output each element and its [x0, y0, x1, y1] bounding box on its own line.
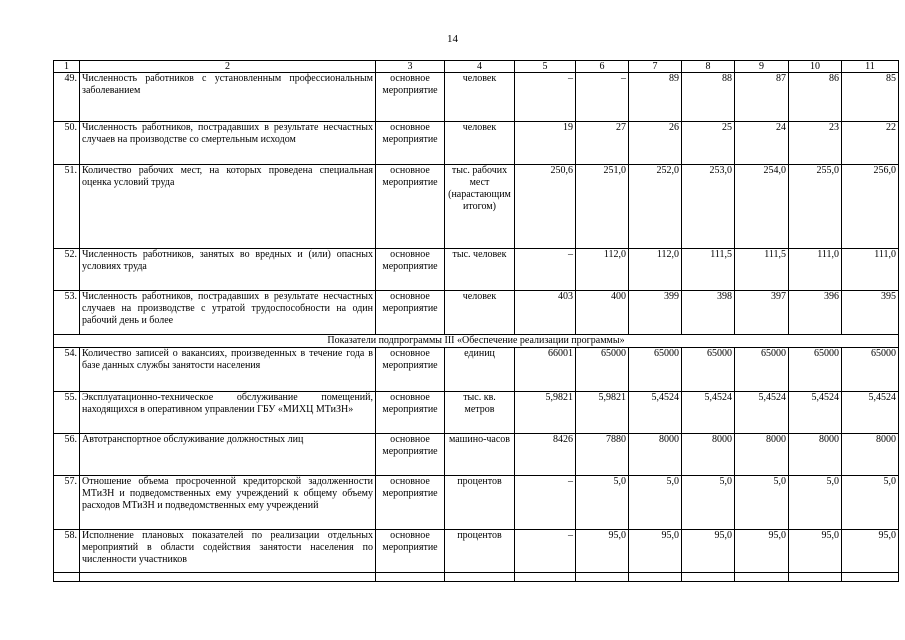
indicator-value: 88 — [682, 73, 735, 122]
unit-of-measure: процентов — [445, 530, 515, 582]
unit-of-measure: тыс. кв. метров — [445, 392, 515, 434]
indicator-value: 254,0 — [735, 165, 789, 249]
indicator-value: 5,4524 — [789, 392, 842, 434]
indicator-value: 5,0 — [576, 476, 629, 530]
indicator-name: Численность работников, пострадавших в результате несчастных случаев на производстве с утратой трудоспособности на один рабочий день и более — [80, 291, 376, 335]
row-number: 53. — [54, 291, 80, 335]
indicator-value: 95,0 — [735, 530, 789, 582]
indicator-value: 5,0 — [682, 476, 735, 530]
indicator-value: 23 — [789, 122, 842, 165]
column-number-header: 2 — [80, 61, 376, 73]
column-number-header: 6 — [576, 61, 629, 73]
indicator-name: Численность работников с установленным профессиональным заболеванием — [80, 73, 376, 122]
measure-type: основное мероприятие — [376, 476, 445, 530]
indicator-value: – — [515, 249, 576, 291]
indicator-value: 397 — [735, 291, 789, 335]
indicator-value: 112,0 — [629, 249, 682, 291]
column-number-header: 3 — [376, 61, 445, 73]
indicator-value: 95,0 — [576, 530, 629, 582]
unit-of-measure: процентов — [445, 476, 515, 530]
indicator-value: 111,0 — [842, 249, 899, 291]
indicator-value: 5,0 — [735, 476, 789, 530]
indicator-value: 5,4524 — [842, 392, 899, 434]
indicator-value: 5,4524 — [629, 392, 682, 434]
indicator-value: 65000 — [842, 348, 899, 392]
unit-of-measure: тыс. рабочих мест (нарастающим итогом) — [445, 165, 515, 249]
indicator-value: 95,0 — [682, 530, 735, 582]
indicator-value: – — [515, 530, 576, 582]
indicator-value: 8000 — [629, 434, 682, 476]
indicator-value: 87 — [735, 73, 789, 122]
indicator-value: 400 — [576, 291, 629, 335]
indicator-name: Автотранспортное обслуживание должностных лиц — [80, 434, 376, 476]
indicator-value: 95,0 — [842, 530, 899, 582]
indicator-value: 403 — [515, 291, 576, 335]
unit-of-measure: машино-часов — [445, 434, 515, 476]
indicator-value: 111,0 — [789, 249, 842, 291]
indicators-table — [53, 60, 899, 582]
indicator-name: Количество записей о вакансиях, произведенных в течение года в базе данных службы занятости населения — [80, 348, 376, 392]
indicator-value: 255,0 — [789, 165, 842, 249]
column-number-header: 9 — [735, 61, 789, 73]
row-number: 56. — [54, 434, 80, 476]
measure-type: основное мероприятие — [376, 249, 445, 291]
indicator-value: 251,0 — [576, 165, 629, 249]
measure-type: основное мероприятие — [376, 291, 445, 335]
table-row — [54, 249, 899, 291]
indicator-value: 5,0 — [789, 476, 842, 530]
row-number: 52. — [54, 249, 80, 291]
indicator-value: 66001 — [515, 348, 576, 392]
bottom-rule — [53, 572, 898, 573]
measure-type: основное мероприятие — [376, 434, 445, 476]
measure-type: основное мероприятие — [376, 348, 445, 392]
indicator-value: 256,0 — [842, 165, 899, 249]
row-number: 50. — [54, 122, 80, 165]
indicator-value: 395 — [842, 291, 899, 335]
indicator-value: 65000 — [735, 348, 789, 392]
column-number-header-row — [54, 61, 899, 73]
measure-type: основное мероприятие — [376, 73, 445, 122]
column-number-header: 4 — [445, 61, 515, 73]
column-number-header: 7 — [629, 61, 682, 73]
indicator-value: 85 — [842, 73, 899, 122]
indicator-value: 250,6 — [515, 165, 576, 249]
table-row — [54, 530, 899, 582]
indicator-value: 8000 — [842, 434, 899, 476]
table-row — [54, 73, 899, 122]
measure-type: основное мероприятие — [376, 165, 445, 249]
row-number: 51. — [54, 165, 80, 249]
indicator-value: 398 — [682, 291, 735, 335]
unit-of-measure: человек — [445, 73, 515, 122]
indicator-value: 7880 — [576, 434, 629, 476]
indicator-name: Численность работников, пострадавших в результате несчастных случаев на производстве со смертельным исходом — [80, 122, 376, 165]
indicator-name: Численность работников, занятых во вредных и (или) опасных условиях труда — [80, 249, 376, 291]
unit-of-measure: единиц — [445, 348, 515, 392]
row-number: 54. — [54, 348, 80, 392]
table-row — [54, 392, 899, 434]
row-number: 49. — [54, 73, 80, 122]
indicator-value: 5,0 — [842, 476, 899, 530]
indicator-value: – — [515, 73, 576, 122]
indicator-value: 19 — [515, 122, 576, 165]
section-row — [54, 335, 899, 348]
indicator-value: 8426 — [515, 434, 576, 476]
measure-type: основное мероприятие — [376, 530, 445, 582]
indicator-value: 22 — [842, 122, 899, 165]
indicator-value: 65000 — [576, 348, 629, 392]
indicator-value: 65000 — [789, 348, 842, 392]
indicator-value: 8000 — [735, 434, 789, 476]
indicator-value: 95,0 — [629, 530, 682, 582]
row-number: 55. — [54, 392, 80, 434]
column-number-header: 10 — [789, 61, 842, 73]
indicator-name: Отношение объема просроченной кредиторской задолженности МТиЗН и подведомственных ему учреждений к общему объему расходов МТиЗН и подведомственных ему учреждений — [80, 476, 376, 530]
indicator-value: 399 — [629, 291, 682, 335]
indicator-value: 24 — [735, 122, 789, 165]
indicator-value: 89 — [629, 73, 682, 122]
table-row — [54, 348, 899, 392]
indicator-value: – — [576, 73, 629, 122]
table-row — [54, 122, 899, 165]
indicator-value: 112,0 — [576, 249, 629, 291]
indicator-name: Эксплуатационно-техническое обслуживание помещений, находящихся в оперативном управлении ГБУ «МИХЦ МТиЗН» — [80, 392, 376, 434]
unit-of-measure: тыс. человек — [445, 249, 515, 291]
indicator-value: 65000 — [682, 348, 735, 392]
table-row — [54, 291, 899, 335]
indicator-value: 8000 — [682, 434, 735, 476]
table-row — [54, 434, 899, 476]
measure-type: основное мероприятие — [376, 392, 445, 434]
indicator-value: 27 — [576, 122, 629, 165]
indicator-value: 111,5 — [682, 249, 735, 291]
indicator-value: 253,0 — [682, 165, 735, 249]
indicator-value: 65000 — [629, 348, 682, 392]
column-number-header: 5 — [515, 61, 576, 73]
indicator-value: 26 — [629, 122, 682, 165]
indicator-value: 252,0 — [629, 165, 682, 249]
table-row — [54, 476, 899, 530]
row-number: 57. — [54, 476, 80, 530]
indicator-value: 5,9821 — [576, 392, 629, 434]
indicator-name: Количество рабочих мест, на которых проведена специальная оценка условий труда — [80, 165, 376, 249]
indicator-value: 86 — [789, 73, 842, 122]
indicator-value: 111,5 — [735, 249, 789, 291]
indicator-value: 5,0 — [629, 476, 682, 530]
indicator-value: 5,4524 — [735, 392, 789, 434]
indicator-value: – — [515, 476, 576, 530]
indicator-value: 5,9821 — [515, 392, 576, 434]
indicator-value: 95,0 — [789, 530, 842, 582]
unit-of-measure: человек — [445, 291, 515, 335]
section-title: Показатели подпрограммы III «Обеспечение реализации программы» — [54, 335, 899, 348]
table-row — [54, 165, 899, 249]
indicator-value: 396 — [789, 291, 842, 335]
indicator-value: 5,4524 — [682, 392, 735, 434]
measure-type: основное мероприятие — [376, 122, 445, 165]
indicator-value: 8000 — [789, 434, 842, 476]
column-number-header: 1 — [54, 61, 80, 73]
row-number: 58. — [54, 530, 80, 582]
indicator-name: Исполнение плановых показателей по реализации отдельных мероприятий в области содействия занятости населения по численности участников — [80, 530, 376, 582]
column-number-header: 8 — [682, 61, 735, 73]
indicator-value: 25 — [682, 122, 735, 165]
column-number-header: 11 — [842, 61, 899, 73]
page-number: 14 — [447, 33, 458, 45]
unit-of-measure: человек — [445, 122, 515, 165]
